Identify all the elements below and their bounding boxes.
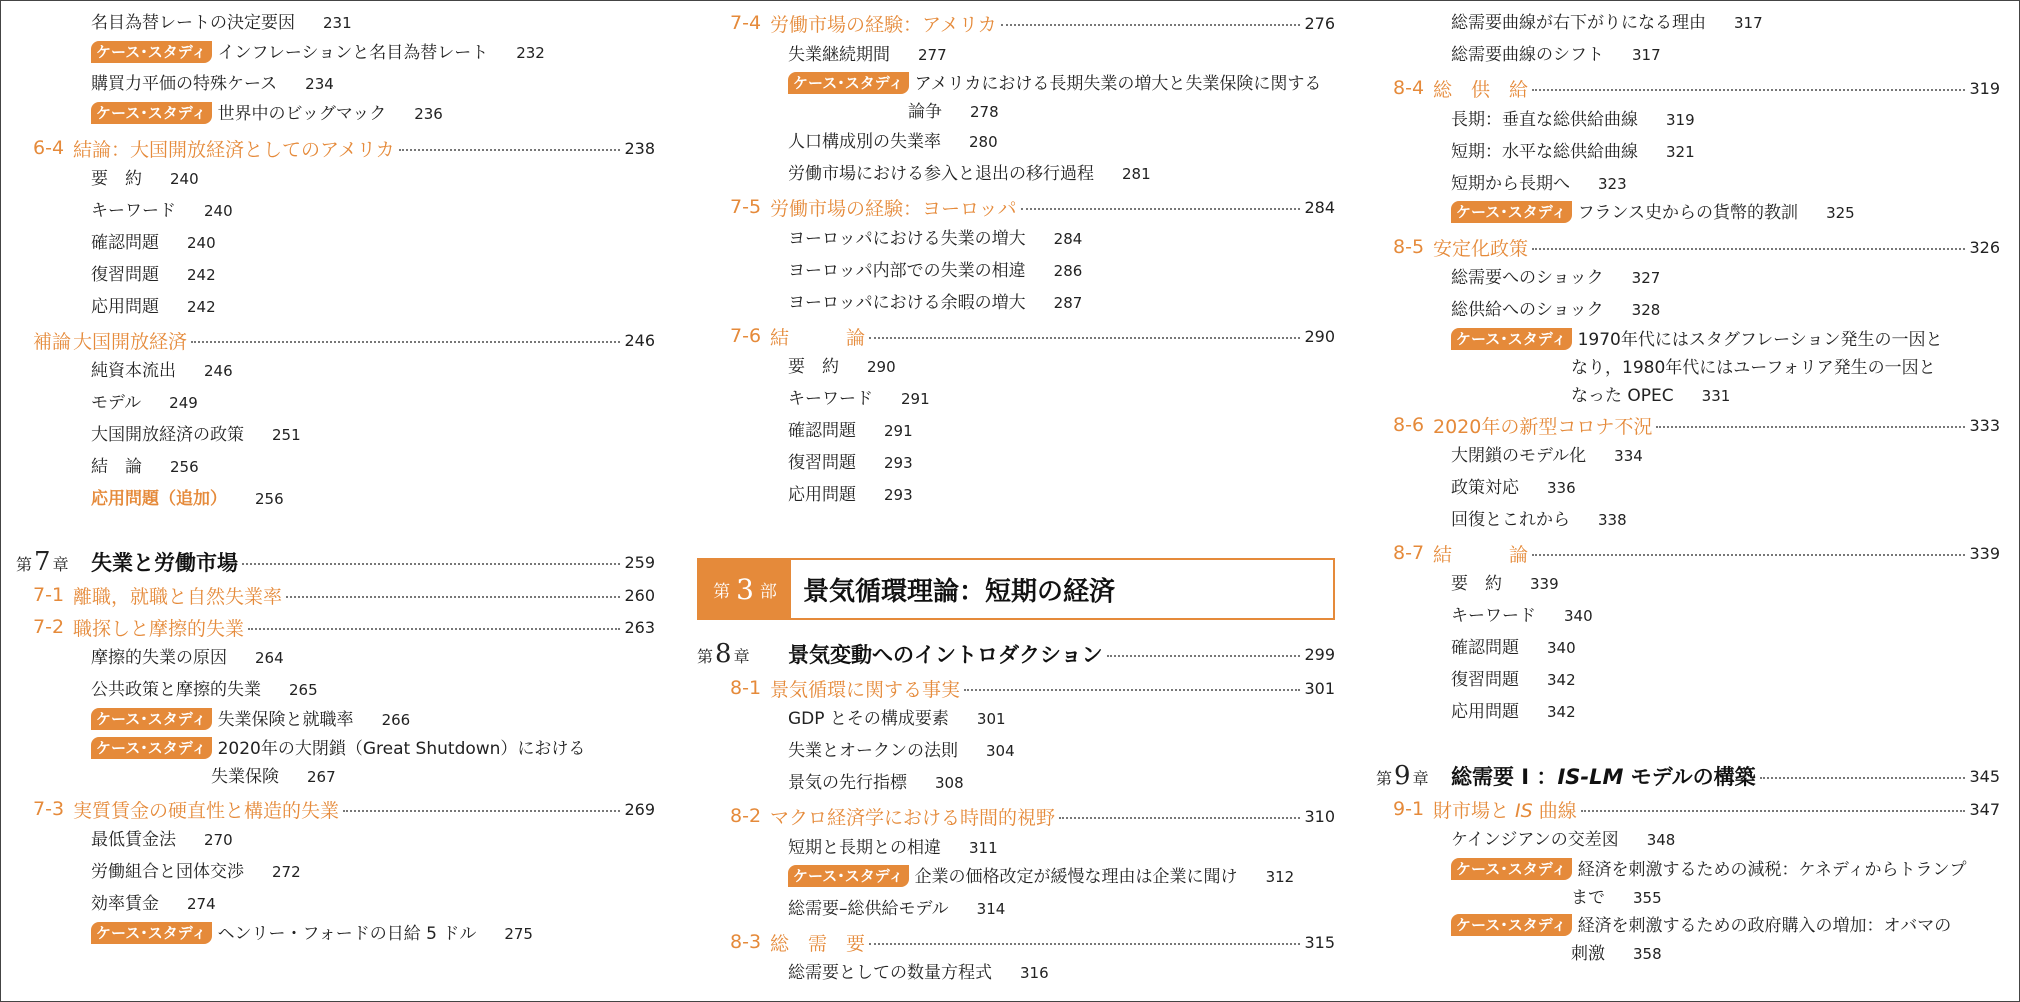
leader-dots	[1021, 208, 1301, 210]
toc-entry[interactable]: 総需要へのショック 327	[1451, 268, 1661, 288]
leader-dots	[1656, 426, 1965, 428]
chapter-heading[interactable]: 第7 章 失業と労働市場 259	[0, 545, 655, 579]
toc-entry[interactable]: 総需要曲線のシフト 317	[1451, 45, 1661, 65]
case-study-badge: ケース･スタディ	[1451, 914, 1572, 936]
toc-entry[interactable]: 総需要曲線が右下がりになる理由 317	[1451, 13, 1763, 33]
section-heading[interactable]: 7-4 労働市場の経験：アメリカ 276	[730, 12, 1335, 36]
case-study-entry[interactable]: ケース･スタディ 経済を刺激するための政府購入の増加：オバマの 刺激 358	[1451, 912, 2000, 968]
leader-dots	[1059, 817, 1300, 819]
toc-entry[interactable]: 確認問題 240	[91, 233, 216, 253]
section-heading[interactable]: 8-6 2020年の新型コロナ不況 333	[1393, 414, 2000, 438]
toc-entry[interactable]: 総供給へのショック 328	[1451, 300, 1661, 320]
section-heading[interactable]: 8-3 総 需 要 315	[730, 931, 1335, 955]
toc-entry[interactable]: 要 約 290	[788, 357, 896, 377]
case-study-badge: ケース･スタディ	[1451, 858, 1572, 880]
toc-entry[interactable]: キーワード 291	[788, 389, 930, 409]
case-study-badge: ケース･スタディ	[91, 708, 212, 730]
toc-entry[interactable]: 短期と長期との相違 311	[788, 838, 998, 858]
leader-dots	[869, 943, 1300, 945]
leader-dots	[191, 341, 620, 343]
toc-entry[interactable]: 名目為替レートの決定要因 231	[91, 13, 352, 33]
section-heading[interactable]: 8-4 総 供 給 319	[1393, 77, 2000, 101]
section-heading[interactable]: 9-1 財市場と IS 曲線 347	[1393, 798, 2000, 822]
toc-entry[interactable]: 純資本流出 246	[91, 361, 233, 381]
toc-entry[interactable]: 短期：水平な総供給曲線 321	[1451, 142, 1695, 162]
toc-entry[interactable]: モデル 249	[91, 393, 198, 413]
case-study-entry[interactable]: ケース･スタディ 経済を刺激するための減税：ケネディからトランプ まで 355	[1451, 856, 2000, 912]
case-study-badge: ケース･スタディ	[788, 72, 909, 94]
toc-entry[interactable]: 購買力平価の特殊ケース 234	[91, 74, 334, 94]
case-study-entry[interactable]: ケース･スタディ 企業の価格改定が緩慢な理由は企業に聞け 312	[788, 863, 1335, 891]
leader-dots	[1107, 655, 1301, 657]
toc-entry[interactable]: 労働組合と団体交渉 272	[91, 862, 301, 882]
chapter-heading[interactable]: 第9 章 総需要 I ：IS-LM モデルの構築 345	[1360, 759, 2000, 793]
toc-entry[interactable]: 復習問題 342	[1451, 670, 1576, 690]
chapter-number: 第9 章	[1376, 761, 1429, 791]
toc-entry[interactable]: 復習問題 242	[91, 265, 216, 285]
toc-entry[interactable]: 大閉鎖のモデル化 334	[1451, 446, 1643, 466]
case-study-entry[interactable]: ケース･スタディ フランス史からの貨幣的教訓 325	[1451, 199, 2000, 227]
toc-entry[interactable]: 応用問題 242	[91, 297, 216, 317]
toc-entry[interactable]: キーワード 240	[91, 201, 233, 221]
case-study-badge: ケース･スタディ	[91, 737, 212, 759]
section-heading[interactable]: 8-7 結 論 339	[1393, 542, 2000, 566]
toc-entry[interactable]: 労働市場における参入と退出の移行過程 281	[788, 164, 1151, 184]
leader-dots	[1581, 810, 1966, 812]
section-heading[interactable]: 7-5 労働市場の経験：ヨーロッパ 284	[730, 196, 1335, 220]
part-number: 第 3 部	[699, 560, 791, 618]
toc-entry[interactable]: 最低賃金法 270	[91, 830, 233, 850]
leader-dots	[286, 596, 620, 598]
leader-dots	[248, 628, 620, 630]
toc-entry[interactable]: 復習問題 293	[788, 453, 913, 473]
section-heading[interactable]: 8-5 安定化政策 326	[1393, 236, 2000, 260]
leader-dots	[242, 563, 620, 565]
part-title: 景気循環理論：短期の経済	[803, 576, 1116, 607]
leader-dots	[399, 149, 621, 151]
leader-dots	[1760, 777, 1966, 779]
leader-dots	[1532, 554, 1965, 556]
section-heading[interactable]: 補論 大国開放経済 246	[33, 330, 655, 353]
case-study-badge: ケース･スタディ	[91, 41, 212, 63]
section-heading[interactable]: 7-2 職探しと摩擦的失業 263	[33, 616, 655, 640]
leader-dots	[343, 810, 620, 812]
toc-entry[interactable]: 大国開放経済の政策 251	[91, 425, 301, 445]
leader-dots	[1532, 248, 1965, 250]
toc-entry[interactable]: ヨーロッパにおける余暇の増大 287	[788, 293, 1083, 313]
toc-entry[interactable]: 要 約 339	[1451, 574, 1559, 594]
toc-entry[interactable]: 公共政策と摩擦的失業 265	[91, 680, 318, 700]
case-study-entry[interactable]: ケース･スタディ ヘンリー・フォードの日給 5 ドル 275	[91, 920, 655, 948]
leader-dots	[1001, 24, 1301, 26]
section-heading[interactable]: 7-1 離職，就職と自然失業率 260	[33, 584, 655, 608]
toc-entry[interactable]: 摩擦的失業の原因 264	[91, 648, 284, 668]
toc-entry[interactable]: 結 論 256	[91, 457, 199, 477]
toc-entry[interactable]: 政策対応 336	[1451, 478, 1576, 498]
toc-entry[interactable]: 短期から長期へ 323	[1451, 174, 1627, 194]
case-study-badge: ケース･スタディ	[91, 922, 212, 944]
toc-entry[interactable]: ヨーロッパにおける失業の増大 284	[788, 229, 1083, 249]
toc-entry[interactable]: 失業とオークンの法則 304	[788, 741, 1015, 761]
case-study-entry[interactable]: ケース･スタディ 1970年代にはスタグフレーション発生の一因と なり，1980年代にはユーフォリア発生の一因と なった OPEC 331	[1451, 326, 2000, 410]
toc-entry[interactable]: 応用問題 342	[1451, 702, 1576, 722]
toc-entry[interactable]: 応用問題（追加） 256	[91, 489, 284, 509]
case-study-badge: ケース･スタディ	[1451, 328, 1572, 350]
case-study-entry[interactable]: ケース･スタディ アメリカにおける長期失業の増大と失業保険に関する 論争 278	[788, 70, 1335, 126]
leader-dots	[1532, 89, 1965, 91]
leader-dots	[964, 689, 1300, 691]
section-heading[interactable]: 6-4 結論：大国開放経済としてのアメリカ 238	[33, 137, 655, 161]
section-heading[interactable]: 7-3 実質賃金の硬直性と構造的失業 269	[33, 798, 655, 822]
section-heading[interactable]: 8-1 景気循環に関する事実 301	[730, 677, 1335, 701]
toc-entry[interactable]: 長期：垂直な総供給曲線 319	[1451, 110, 1695, 130]
case-study-badge: ケース･スタディ	[1451, 201, 1572, 223]
toc-entry[interactable]: キーワード 340	[1451, 606, 1593, 626]
toc-entry[interactable]: 失業継続期間 277	[788, 45, 947, 65]
case-study-entry[interactable]: ケース･スタディ インフレーションと名目為替レート 232	[91, 39, 655, 67]
toc-entry[interactable]: ヨーロッパ内部での失業の相違 286	[788, 261, 1083, 281]
chapter-number: 第8 章	[697, 639, 750, 669]
toc-entry[interactable]: 景気の先行指標 308	[788, 773, 964, 793]
toc-entry[interactable]: 人口構成別の失業率 280	[788, 132, 998, 152]
case-study-entry[interactable]: ケース･スタディ 世界中のビッグマック 236	[91, 100, 655, 128]
toc-entry[interactable]: 効率賃金 274	[91, 894, 216, 914]
case-study-entry[interactable]: ケース･スタディ 2020年の大閉鎖（Great Shutdown）における 失業保険 267	[91, 735, 655, 791]
toc-entry[interactable]: 確認問題 340	[1451, 638, 1576, 658]
case-study-badge: ケース･スタディ	[91, 102, 212, 124]
toc-entry[interactable]: 総需要–総供給モデル 314	[788, 899, 1006, 919]
toc-entry[interactable]: 回復とこれから 338	[1451, 510, 1627, 530]
section-heading[interactable]: 8-2 マクロ経済学における時間的視野 310	[730, 805, 1335, 829]
leader-dots	[869, 337, 1300, 339]
chapter-number: 第7 章	[16, 547, 69, 577]
case-study-entry[interactable]: ケース･スタディ 失業保険と就職率 266	[91, 706, 655, 734]
toc-entry[interactable]: GDP とその構成要素 301	[788, 709, 1006, 729]
section-heading[interactable]: 7-6 結 論 290	[730, 325, 1335, 349]
part-banner[interactable]	[697, 558, 1335, 620]
toc-entry[interactable]: 応用問題 293	[788, 485, 913, 505]
toc-entry[interactable]: ケインジアンの交差図 348	[1451, 830, 1676, 850]
toc-entry[interactable]: 要 約 240	[91, 169, 199, 189]
chapter-heading[interactable]: 第8 章 景気変動へのイントロダクション 299	[697, 639, 1335, 669]
toc-entry[interactable]: 確認問題 291	[788, 421, 913, 441]
toc-entry[interactable]: 総需要としての数量方程式 316	[788, 963, 1049, 983]
case-study-badge: ケース･スタディ	[788, 865, 909, 887]
